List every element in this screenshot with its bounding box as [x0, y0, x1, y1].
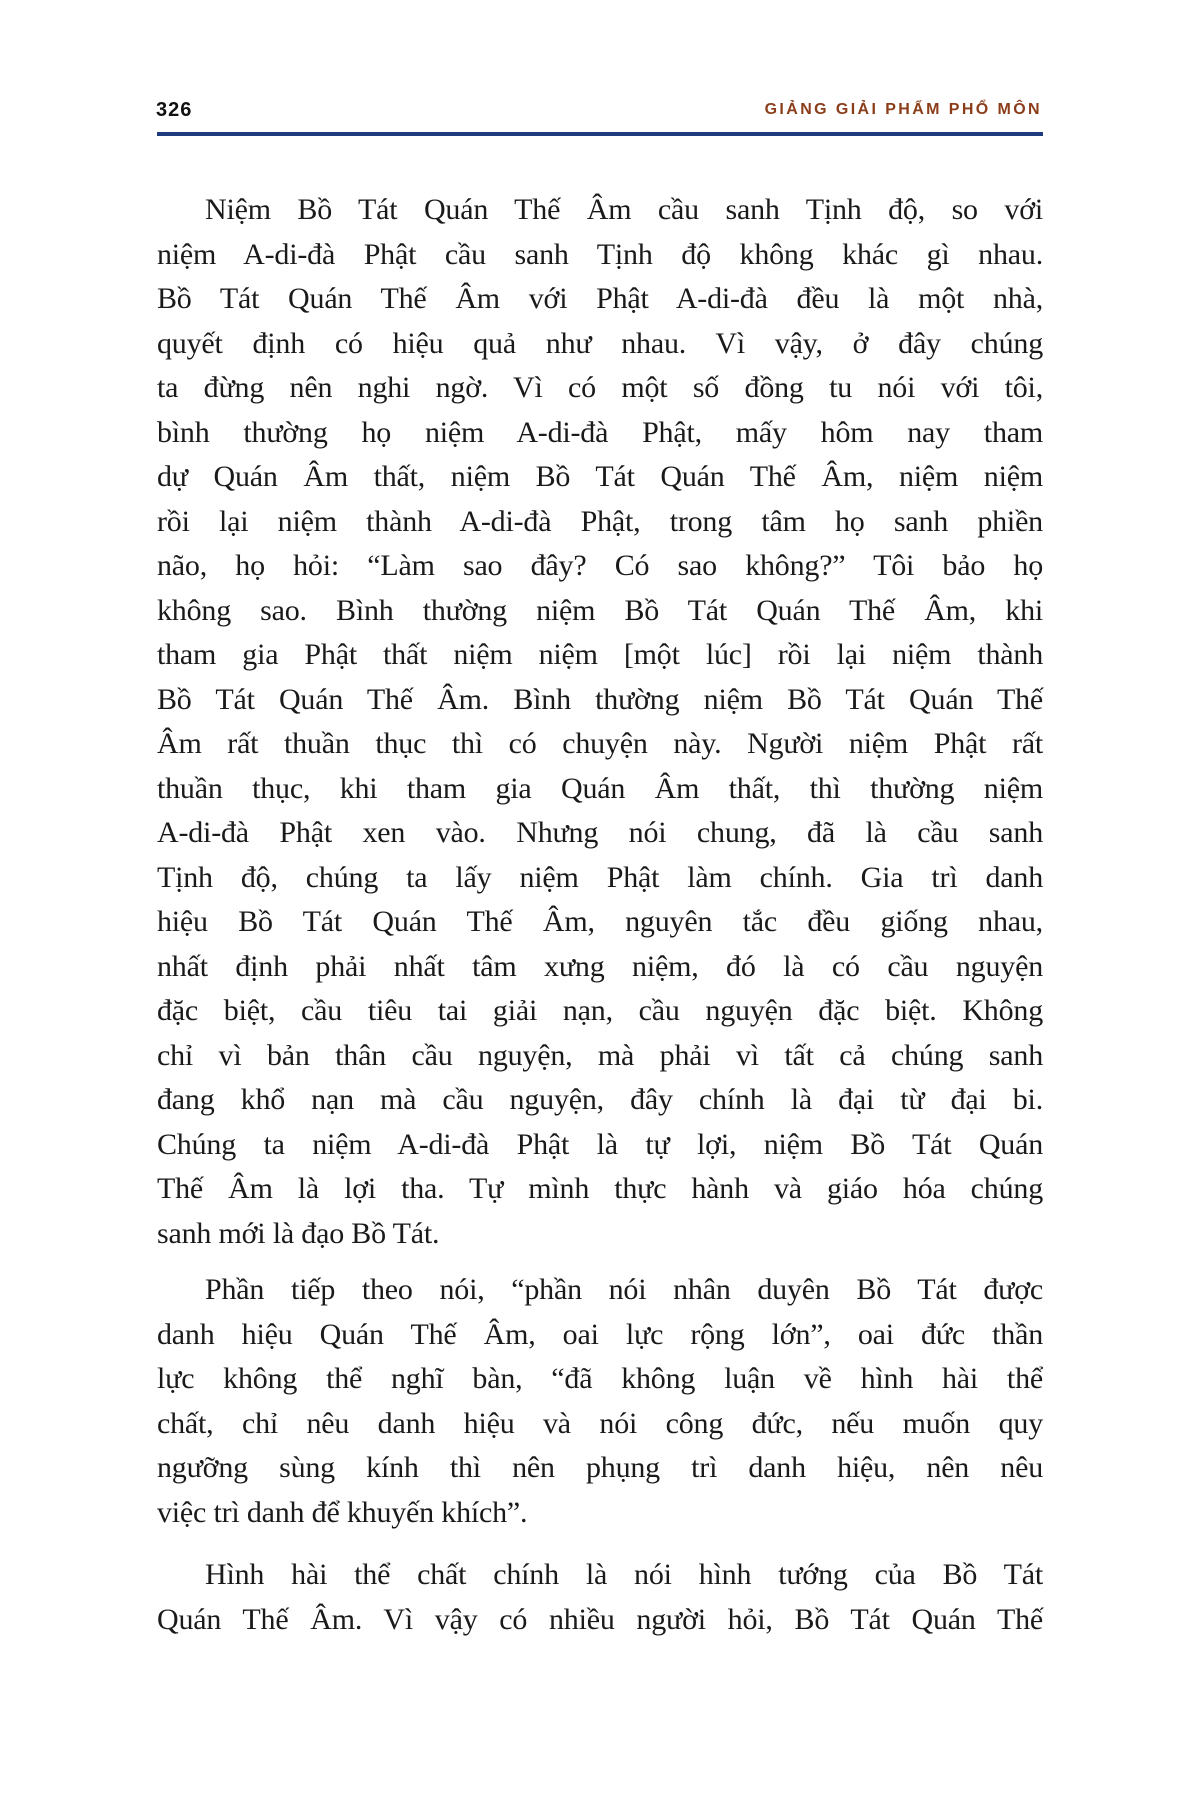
- text-line: não, họ hỏi: “Làm sao đây? Có sao không?” Tôi bảo họ: [157, 549, 1043, 582]
- text-line: quyết định có hiệu quả như nhau. Vì vậy, ở đây chúng: [157, 326, 1043, 360]
- text-line: Âm rất thuần thục thì có chuyện này. Người niệm Phật rất: [157, 727, 1043, 760]
- text-line: chất, chỉ nêu danh hiệu và nói công đức, nếu muốn quy: [157, 1406, 1043, 1440]
- running-title: GIẢNG GIẢI PHẨM PHỔ MÔN: [764, 101, 1042, 118]
- paragraph-2: [157, 1268, 1043, 1535]
- text-line: Bồ Tát Quán Thế Âm. Bình thường niệm Bồ Tát Quán Thế: [157, 682, 1043, 716]
- text-line: đang khổ nạn mà cầu nguyện, đây chính là đại từ đại bi.: [157, 1083, 1043, 1116]
- text-line: thuần thục, khi tham gia Quán Âm thất, thì thường niệm: [157, 771, 1043, 805]
- text-line: Niệm Bồ Tát Quán Thế Âm cầu sanh Tịnh độ, so với: [205, 193, 1043, 226]
- text-line: chỉ vì bản thân cầu nguyện, mà phải vì tất cả chúng sanh: [157, 1038, 1043, 1072]
- paragraph-1: [157, 188, 1043, 1256]
- text-line: bình thường họ niệm A-di-đà Phật, mấy hôm nay tham: [157, 415, 1043, 449]
- text-line: tham gia Phật thất niệm niệm [một lúc] rồi lại niệm thành: [157, 638, 1043, 671]
- text-line: Hình hài thể chất chính là nói hình tướng của Bồ Tát: [205, 1558, 1043, 1591]
- text-line: ngưỡng sùng kính thì nên phụng trì danh hiệu, nên nêu: [157, 1451, 1043, 1484]
- text-line: lực không thể nghĩ bàn, “đã không luận về hình hài thể: [157, 1362, 1043, 1395]
- text-line: dự Quán Âm thất, niệm Bồ Tát Quán Thế Âm, niệm niệm: [157, 460, 1043, 493]
- text-line: Tịnh độ, chúng ta lấy niệm Phật làm chính. Gia trì danh: [157, 860, 1043, 894]
- text-line: nhất định phải nhất tâm xưng niệm, đó là có cầu nguyện: [157, 949, 1043, 983]
- text-line: đặc biệt, cầu tiêu tai giải nạn, cầu nguyện đặc biệt. Không: [157, 994, 1043, 1027]
- text-line: không sao. Bình thường niệm Bồ Tát Quán Thế Âm, khi: [157, 593, 1043, 627]
- text-line: A-di-đà Phật xen vào. Nhưng nói chung, đã là cầu sanh: [157, 816, 1043, 849]
- text-line: danh hiệu Quán Thế Âm, oai lực rộng lớn”, oai đức thần: [157, 1317, 1043, 1351]
- text-line: Quán Thế Âm. Vì vậy có nhiều người hỏi, Bồ Tát Quán Thế: [157, 1602, 1043, 1636]
- text-line: ta đừng nên nghi ngờ. Vì có một số đồng tu nói với tôi,: [157, 371, 1043, 404]
- paragraph-3: [157, 1553, 1043, 1642]
- page-number: 326: [156, 99, 193, 121]
- header-rule: [157, 132, 1043, 136]
- text-line: Bồ Tát Quán Thế Âm với Phật A-di-đà đều là một nhà,: [157, 282, 1043, 315]
- text-line: hiệu Bồ Tát Quán Thế Âm, nguyên tắc đều giống nhau,: [157, 905, 1043, 938]
- text-line: sanh mới là đạo Bồ Tát.: [157, 1216, 440, 1250]
- text-line: niệm A-di-đà Phật cầu sanh Tịnh độ không khác gì nhau.: [157, 237, 1043, 271]
- text-line: Thế Âm là lợi tha. Tự mình thực hành và giáo hóa chúng: [157, 1172, 1043, 1205]
- text-line: Chúng ta niệm A-di-đà Phật là tự lợi, niệm Bồ Tát Quán: [157, 1127, 1043, 1161]
- text-line: việc trì danh để khuyến khích”.: [157, 1495, 528, 1529]
- text-line: Phần tiếp theo nói, “phần nói nhân duyên Bồ Tát được: [205, 1273, 1043, 1306]
- text-line: rồi lại niệm thành A-di-đà Phật, trong tâm họ sanh phiền: [157, 504, 1043, 538]
